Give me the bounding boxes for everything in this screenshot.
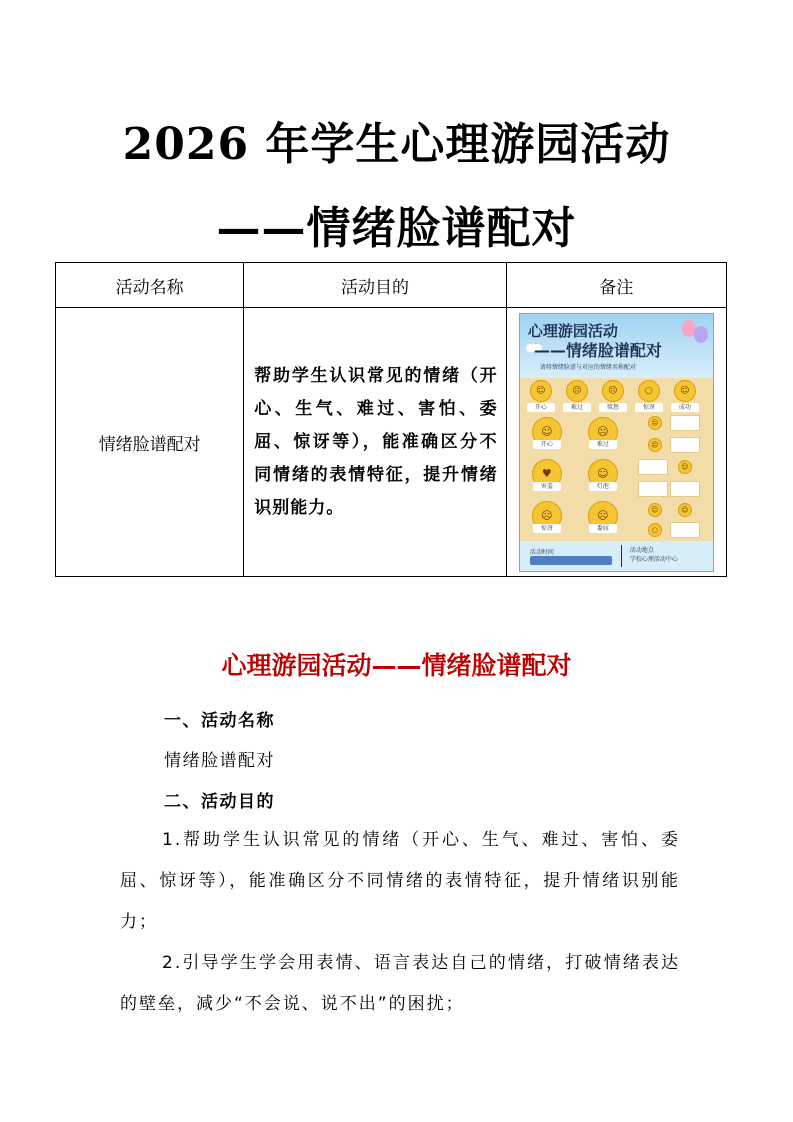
activity-poster-image [519,313,714,572]
emotion-tag: 惊讶 [635,403,663,412]
poster-title: 心理游园活动 [527,321,618,340]
poster-time-bar [530,556,612,565]
sad-face-icon: ☹ [566,380,588,402]
emotion-tag: 难过 [563,403,591,412]
poster-divider [621,545,622,567]
emotion-tag: 开心 [527,403,555,412]
poster-instruction: 请将情绪脸谱与对应的情绪名称配对 [539,363,636,371]
surprised-face-icon: ○ [648,523,662,537]
emotion-tag: 惊讶 [533,524,561,533]
grin-face-icon: ☺ [588,459,618,489]
emotion-tag: 开心 [533,440,561,449]
table-cell-notes [506,308,726,577]
match-slot [670,481,700,497]
poster-place-value: 学校心理活动中心 [629,555,678,563]
match-slot [638,481,668,497]
surprised-face-icon: ○ [638,380,660,402]
table-cell-purpose: 帮助学生认识常见的情绪（开心、生气、难过、害怕、委屈、惊讶等），能准确区分不同情绪的表情特征，提升情绪识别能力。 [244,308,506,577]
happy-face-icon: ☺ [530,380,552,402]
emotion-tag: 灯泡 [589,482,617,491]
balloon-icon [694,326,708,343]
match-slot [638,459,668,475]
poster-footer [520,541,713,571]
match-slot [670,522,700,538]
heart-eyes-face-icon: ♥ [532,459,562,489]
page-subtitle: ——情绪脸谱配对 [216,203,577,254]
angry-face-icon: ☹ [648,416,662,430]
sad-face-icon: ☹ [588,417,618,447]
goal-paragraph-2: 2.引导学生学会用表情、语言表达自己的情绪，打破情绪表达的壁垒，减少“不会说、说不出”的困扰； [120,953,680,1014]
heading-activity-name: 一、活动名称 [164,711,275,731]
emotion-tag: 成功 [671,403,699,412]
happy-face-icon: ☺ [532,417,562,447]
poster-place-label: 活动地点 [629,546,654,554]
smirk-face-icon: ☺ [678,503,692,517]
sad-face-icon: ☹ [648,438,662,452]
activity-table [55,262,727,577]
emotion-tag: 害羞 [533,482,561,491]
poster-subtitle: ——情绪脸谱配对 [533,340,662,360]
goal-paragraph-1: 1.帮助学生认识常见的情绪（开心、生气、难过、害怕、委屈、惊讶等），能准确区分不同情绪的表情特征，提升情绪识别能力； [120,830,680,932]
activity-name-text: 情绪脸谱配对 [164,751,275,771]
grin-face-icon: ☺ [648,503,662,517]
table-header-notes: 备注 [506,263,726,308]
table-cell-name: 情绪脸谱配对 [56,308,244,577]
angry-face-icon: ☹ [602,380,624,402]
poster-time-label: 活动时间 [529,548,554,556]
poster-place [630,546,678,564]
table-header-row [56,263,727,308]
worried-face-icon: ☹ [588,501,618,531]
match-slot [670,415,700,431]
heading-activity-goals: 二、活动目的 [164,792,275,812]
emotion-tag: 难过 [589,440,617,449]
match-slot [670,437,700,453]
table-header-name: 活动名称 [56,263,244,308]
proud-face-icon: ☺ [674,380,696,402]
happy-face-icon: ☺ [678,460,692,474]
section-title: 心理游园活动——情绪脸谱配对 [221,651,572,680]
crying-face-icon: ☹ [532,501,562,531]
table-row [56,308,727,577]
emotion-tag: 愤怒 [599,403,627,412]
page-title: 2026 年学生心理游园活动 [122,119,671,170]
table-header-purpose: 活动目的 [244,263,506,308]
emotion-tag: 委屈 [589,524,617,533]
